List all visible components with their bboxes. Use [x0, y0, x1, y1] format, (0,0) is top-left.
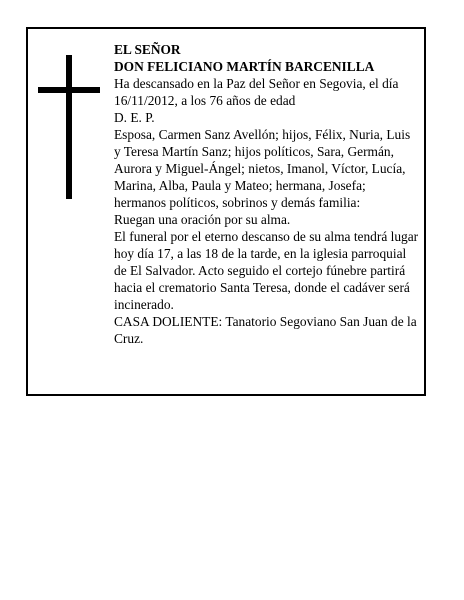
deceased-name: DON FELICIANO MARTÍN BARCENILLA: [114, 59, 375, 74]
rest-announcement: Ha descansado en la Paz del Señor en Segovia, el día 16/11/2012, a los 76 años de edad: [114, 76, 399, 108]
heading-title: EL SEÑOR: [114, 42, 181, 57]
cross-vertical-bar: [66, 55, 72, 199]
cross-horizontal-bar: [38, 87, 100, 93]
prayer-request: Ruegan una oración por su alma.: [114, 212, 291, 227]
family-list: Esposa, Carmen Sanz Avellón; hijos, Félix, Nuria, Luis y Teresa Martín Sanz; hijos políticos, Sara, Germán, Aurora y Miguel-Ángel; nietos, Imanol, Víctor, Lucía, Marina, Alba, Paula y Mateo; hermana, Josefa; hermanos políticos, sobrinos y demás familia:: [114, 127, 411, 210]
obituary-text: [114, 41, 420, 347]
dep-line: D. E. P.: [114, 110, 155, 125]
latin-cross-icon: [38, 55, 100, 199]
casa-doliente: CASA DOLIENTE: Tanatorio Segoviano San Juan de la Cruz.: [114, 314, 417, 346]
funeral-details: El funeral por el eterno descanso de su alma tendrá lugar hoy día 17, a las 18 de la tarde, en la iglesia parroquial de El Salvador. Acto seguido el cortejo fúnebre partirá hacia el crematorio Santa Teresa, donde el cadáver será incinerado.: [114, 229, 419, 312]
obituary-notice: [26, 27, 426, 396]
